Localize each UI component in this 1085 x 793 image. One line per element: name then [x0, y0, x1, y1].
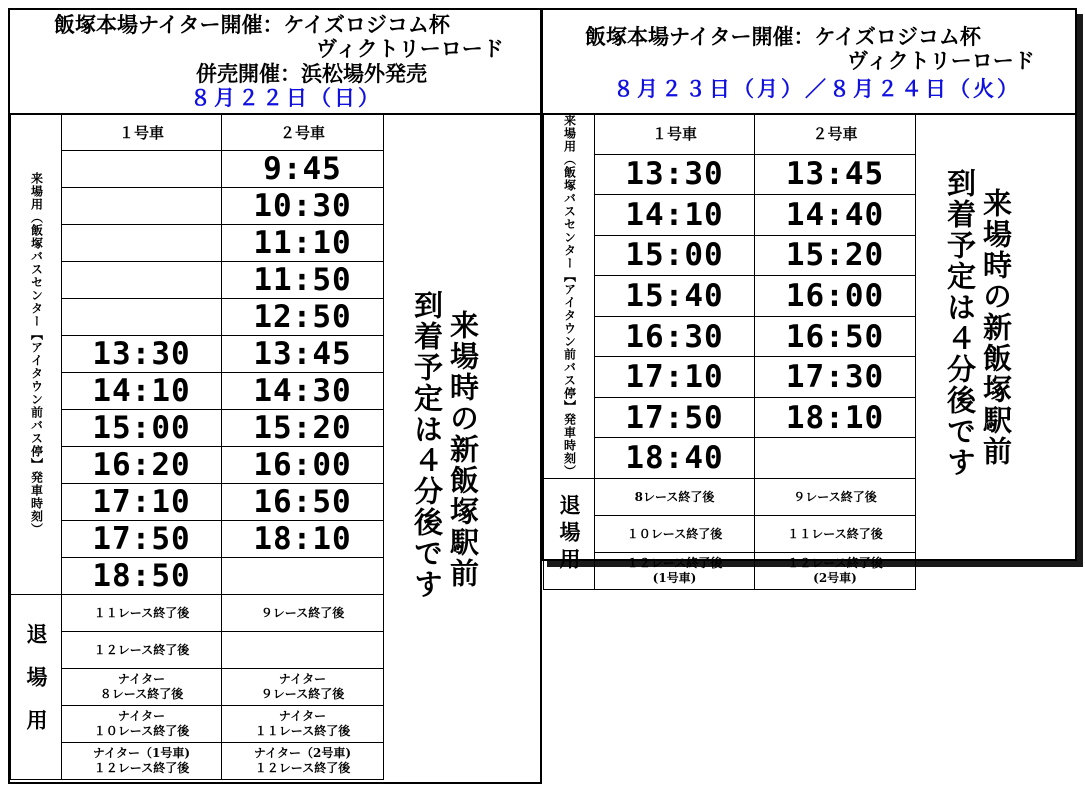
header-date: ８月２２日（日）	[190, 85, 382, 110]
departure-time-car2: 18:10	[755, 397, 916, 438]
arrival-label-cell	[544, 114, 595, 479]
exit-label-cell	[11, 595, 62, 780]
arrival-row	[11, 447, 384, 484]
exit-time-car2: ナイター（2号車) １２レース終了後	[222, 743, 384, 780]
departure-time-car1	[62, 225, 222, 262]
timetable	[543, 113, 916, 590]
arrival-row	[11, 521, 384, 558]
departure-time-car1	[62, 188, 222, 225]
exit-time-car2: ９レース終了後	[755, 479, 916, 516]
departure-time-car2: 16:00	[222, 447, 384, 484]
departure-time-car1: 13:30	[595, 154, 755, 195]
departure-time-car2: 16:50	[222, 484, 384, 521]
arrival-row	[11, 373, 384, 410]
exit-time-car2: ナイター ９レース終了後	[222, 669, 384, 706]
arrival-row	[11, 299, 384, 336]
header-line1: 飯塚本場ナイター開催：ケイズロジコム杯	[54, 12, 450, 37]
exit-row	[544, 553, 916, 590]
exit-time-car2: １２レース終了後 (2号車)	[755, 553, 916, 590]
departure-time-car1: 14:10	[62, 373, 222, 410]
column-header-car1: １号車	[62, 114, 222, 151]
arrival-note-line2: 到着予定は４分後です	[410, 290, 444, 600]
header-line1: 飯塚本場ナイター開催：ケイズロジコム杯	[585, 24, 981, 49]
departure-time-car2: 14:30	[222, 373, 384, 410]
panel-header	[543, 10, 1075, 115]
departure-time-car2: 13:45	[755, 154, 916, 195]
arrival-row	[11, 336, 384, 373]
departure-time-car2: 17:30	[755, 357, 916, 398]
departure-time-car2: 18:10	[222, 521, 384, 558]
departure-time-car1	[62, 262, 222, 299]
arrival-row	[11, 262, 384, 299]
departure-time-car1: 18:40	[595, 438, 755, 479]
arrival-note	[943, 168, 1013, 478]
arrival-row	[11, 484, 384, 521]
exit-row	[11, 669, 384, 706]
exit-time-car1: ナイター ８レース終了後	[62, 669, 222, 706]
header-line3: 併売開催：浜松場外発売	[196, 61, 427, 86]
departure-time-car1: 15:40	[595, 276, 755, 317]
arrival-row	[11, 225, 384, 262]
arrival-row	[544, 397, 916, 438]
arrival-row	[11, 188, 384, 225]
departure-time-car2: 9:45	[222, 151, 384, 188]
departure-time-car1: 16:30	[595, 316, 755, 357]
timetable	[10, 113, 384, 780]
arrival-row	[544, 235, 916, 276]
departure-time-car1: 17:10	[595, 357, 755, 398]
exit-time-car1: １２レース終了後	[62, 632, 222, 669]
exit-row	[544, 479, 916, 516]
arrival-row	[544, 438, 916, 479]
departure-time-car1: 17:50	[595, 397, 755, 438]
arrival-row	[11, 558, 384, 595]
departure-time-car1	[62, 299, 222, 336]
column-header-car2: ２号車	[222, 114, 384, 151]
departure-time-car2: 11:50	[222, 262, 384, 299]
exit-time-car1: １０レース終了後	[595, 516, 755, 553]
departure-time-car2: 12:50	[222, 299, 384, 336]
departure-time-car1: 17:50	[62, 521, 222, 558]
schedule-panel-aug22	[8, 8, 542, 784]
departure-time-car2	[222, 558, 384, 595]
departure-time-car1: 16:20	[62, 447, 222, 484]
exit-time-car1: １１レース終了後	[62, 595, 222, 632]
departure-time-car1: 15:00	[62, 410, 222, 447]
exit-time-car2	[222, 632, 384, 669]
departure-time-car2: 11:10	[222, 225, 384, 262]
exit-label-cell	[544, 479, 595, 590]
exit-time-car1: ナイター（1号車) １２レース終了後	[62, 743, 222, 780]
departure-time-car1: 18:50	[62, 558, 222, 595]
exit-time-car1: 8レース終了後	[595, 479, 755, 516]
column-header-car2: ２号車	[755, 114, 916, 155]
exit-time-car2: １１レース終了後	[755, 516, 916, 553]
departure-time-car2: 16:00	[755, 276, 916, 317]
arrival-row	[544, 316, 916, 357]
departure-time-car1	[62, 151, 222, 188]
arrival-row	[11, 151, 384, 188]
arrival-label: 来場用（飯塚バスセンター【アイタウン前バス停】発車時刻）	[29, 172, 44, 536]
departure-time-car2: 14:40	[755, 195, 916, 236]
departure-time-car1: 17:10	[62, 484, 222, 521]
arrival-note	[410, 290, 480, 600]
exit-time-car2: ナイター １１レース終了後	[222, 706, 384, 743]
departure-time-car1: 13:30	[62, 336, 222, 373]
departure-time-car2: 15:20	[222, 410, 384, 447]
arrival-label: 来場用（飯塚バスセンター【アイタウン前バス停】発車時刻）	[562, 114, 577, 478]
column-header-row	[11, 114, 384, 151]
exit-time-car1: １２レース終了後 (1号車)	[595, 553, 755, 590]
exit-row	[11, 706, 384, 743]
arrival-row	[544, 154, 916, 195]
exit-row	[11, 632, 384, 669]
header-date: ８月２３日（月）／８月２４日（火）	[613, 76, 1021, 101]
departure-time-car1: 15:00	[595, 235, 755, 276]
arrival-note-line2: 到着予定は４分後です	[943, 168, 977, 478]
exit-row	[11, 595, 384, 632]
departure-time-car2: 10:30	[222, 188, 384, 225]
arrival-row	[11, 410, 384, 447]
arrival-note-line1: 来場時の新飯塚駅前	[446, 310, 480, 589]
header-line2: ヴィクトリーロード	[316, 36, 504, 61]
arrival-row	[544, 276, 916, 317]
departure-time-car1: 14:10	[595, 195, 755, 236]
exit-time-car2: ９レース終了後	[222, 595, 384, 632]
column-header-row	[544, 114, 916, 155]
arrival-label-cell	[11, 114, 62, 595]
departure-time-car2	[755, 438, 916, 479]
panel-header	[10, 10, 540, 115]
exit-time-car1: ナイター １０レース終了後	[62, 706, 222, 743]
exit-row	[544, 516, 916, 553]
departure-time-car2: 13:45	[222, 336, 384, 373]
schedule-panel-aug23-24	[541, 8, 1077, 585]
departure-time-car2: 16:50	[755, 316, 916, 357]
exit-label: 退場用	[557, 493, 582, 575]
arrival-note-line1: 来場時の新飯塚駅前	[979, 188, 1013, 467]
departure-time-car2: 15:20	[755, 235, 916, 276]
exit-label: 退場用	[24, 622, 49, 752]
exit-row	[11, 743, 384, 780]
header-line2: ヴィクトリーロード	[847, 48, 1035, 73]
arrival-row	[544, 195, 916, 236]
arrival-row	[544, 357, 916, 398]
column-header-car1: １号車	[595, 114, 755, 155]
